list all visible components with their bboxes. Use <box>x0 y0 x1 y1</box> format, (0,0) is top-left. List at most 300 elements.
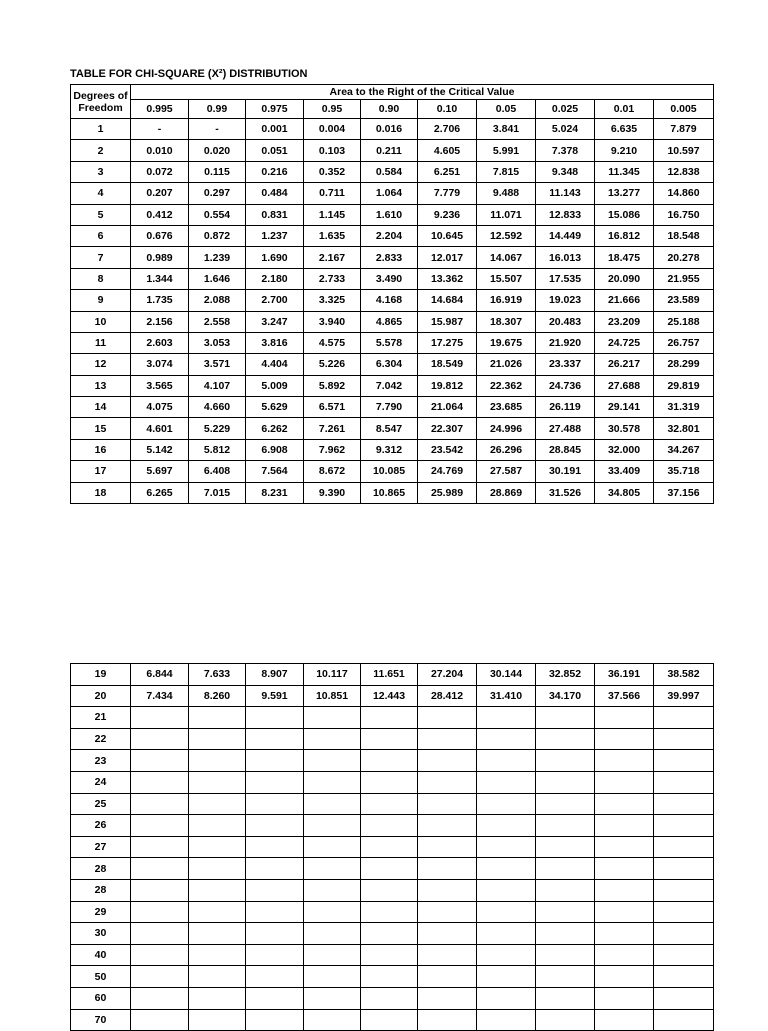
value-cell <box>654 750 714 772</box>
value-cell: 31.526 <box>536 482 595 503</box>
value-cell <box>418 771 477 793</box>
table-title: TABLE FOR CHI-SQUARE (X²) DISTRIBUTION <box>70 68 308 80</box>
value-cell <box>246 836 304 858</box>
value-cell: 27.587 <box>477 461 536 482</box>
value-cell: 16.919 <box>477 290 536 311</box>
value-cell: 7.779 <box>418 183 477 204</box>
value-cell <box>595 987 654 1009</box>
value-cell: 0.216 <box>246 161 304 182</box>
value-cell: 0.554 <box>189 204 246 225</box>
value-cell <box>304 944 361 966</box>
value-cell: 0.352 <box>304 161 361 182</box>
table-row <box>71 923 714 945</box>
value-cell: 7.790 <box>361 397 418 418</box>
value-cell: 10.865 <box>361 482 418 503</box>
value-cell <box>304 987 361 1009</box>
value-cell <box>595 1009 654 1031</box>
df-cell: 27 <box>71 836 131 858</box>
value-cell: 34.805 <box>595 482 654 503</box>
value-cell: 2.700 <box>246 290 304 311</box>
df-cell: 16 <box>71 439 131 460</box>
value-cell <box>418 728 477 750</box>
value-cell: 21.666 <box>595 290 654 311</box>
value-cell: 8.672 <box>304 461 361 482</box>
value-cell <box>595 966 654 988</box>
value-cell: 7.434 <box>131 685 189 707</box>
value-cell: 7.962 <box>304 439 361 460</box>
df-cell: 21 <box>71 707 131 729</box>
value-cell: 14.449 <box>536 225 595 246</box>
value-cell: 17.275 <box>418 332 477 353</box>
value-cell: 5.009 <box>246 375 304 396</box>
value-cell: 12.838 <box>654 161 714 182</box>
value-cell <box>536 966 595 988</box>
value-cell <box>361 793 418 815</box>
value-cell: 5.697 <box>131 461 189 482</box>
value-cell <box>361 728 418 750</box>
value-cell: 9.236 <box>418 204 477 225</box>
value-cell <box>477 944 536 966</box>
value-cell: 5.142 <box>131 439 189 460</box>
value-cell: 14.860 <box>654 183 714 204</box>
value-cell <box>361 923 418 945</box>
value-cell: 31.410 <box>477 685 536 707</box>
value-cell: 6.251 <box>418 161 477 182</box>
value-cell <box>189 901 246 923</box>
value-cell <box>189 944 246 966</box>
value-cell: 10.851 <box>304 685 361 707</box>
value-cell: - <box>189 119 246 140</box>
value-cell: 21.064 <box>418 397 477 418</box>
value-cell <box>189 771 246 793</box>
value-cell: 4.075 <box>131 397 189 418</box>
value-cell: 6.908 <box>246 439 304 460</box>
table-row <box>71 707 714 729</box>
table-row <box>71 728 714 750</box>
value-cell <box>304 966 361 988</box>
value-cell <box>361 966 418 988</box>
value-cell <box>131 750 189 772</box>
value-cell <box>131 923 189 945</box>
value-cell: 1.610 <box>361 204 418 225</box>
value-cell: 4.575 <box>304 332 361 353</box>
value-cell: 0.584 <box>361 161 418 182</box>
value-cell: 0.103 <box>304 140 361 161</box>
value-cell: 2.088 <box>189 290 246 311</box>
value-cell: 6.844 <box>131 664 189 686</box>
value-cell <box>361 987 418 1009</box>
value-cell: 6.571 <box>304 397 361 418</box>
df-cell: 20 <box>71 685 131 707</box>
value-cell <box>418 793 477 815</box>
value-cell <box>304 728 361 750</box>
df-cell: 17 <box>71 461 131 482</box>
df-cell: 18 <box>71 482 131 503</box>
df-cell: 5 <box>71 204 131 225</box>
value-cell <box>418 858 477 880</box>
value-cell <box>477 987 536 1009</box>
value-cell: 20.090 <box>595 268 654 289</box>
value-cell <box>536 1009 595 1031</box>
value-cell: 0.051 <box>246 140 304 161</box>
value-cell <box>131 879 189 901</box>
df-cell: 6 <box>71 225 131 246</box>
chi-square-table-part-1 <box>70 84 714 504</box>
value-cell: 6.304 <box>361 354 418 375</box>
value-cell: 2.733 <box>304 268 361 289</box>
value-cell: 3.074 <box>131 354 189 375</box>
value-cell: 2.180 <box>246 268 304 289</box>
value-cell <box>131 987 189 1009</box>
value-cell <box>131 944 189 966</box>
value-cell <box>189 923 246 945</box>
value-cell <box>654 966 714 988</box>
value-cell <box>131 836 189 858</box>
value-cell <box>131 901 189 923</box>
table-row <box>71 685 714 707</box>
value-cell <box>654 771 714 793</box>
value-cell <box>595 750 654 772</box>
df-cell: 9 <box>71 290 131 311</box>
value-cell: 32.000 <box>595 439 654 460</box>
table-row <box>71 247 714 268</box>
df-cell: 50 <box>71 966 131 988</box>
table-row <box>71 987 714 1009</box>
value-cell: 0.211 <box>361 140 418 161</box>
table-row <box>71 482 714 503</box>
table-row <box>71 901 714 923</box>
df-cell: 28 <box>71 879 131 901</box>
value-cell <box>131 771 189 793</box>
value-cell <box>361 944 418 966</box>
value-cell: 21.026 <box>477 354 536 375</box>
value-cell: 2.706 <box>418 119 477 140</box>
value-cell: 2.156 <box>131 311 189 332</box>
value-cell: 3.325 <box>304 290 361 311</box>
value-cell: 25.188 <box>654 311 714 332</box>
value-cell <box>477 728 536 750</box>
df-cell: 8 <box>71 268 131 289</box>
value-cell <box>536 836 595 858</box>
value-cell <box>536 987 595 1009</box>
value-cell <box>477 966 536 988</box>
value-cell: 1.145 <box>304 204 361 225</box>
value-cell <box>361 879 418 901</box>
value-cell <box>304 750 361 772</box>
value-cell: 27.688 <box>595 375 654 396</box>
value-cell: 37.566 <box>595 685 654 707</box>
level-header: 0.01 <box>595 100 654 119</box>
value-cell <box>189 1009 246 1031</box>
value-cell: 26.757 <box>654 332 714 353</box>
value-cell <box>361 750 418 772</box>
value-cell: 6.408 <box>189 461 246 482</box>
value-cell <box>361 836 418 858</box>
value-cell: 7.633 <box>189 664 246 686</box>
value-cell <box>595 728 654 750</box>
value-cell: 12.443 <box>361 685 418 707</box>
value-cell: 0.412 <box>131 204 189 225</box>
value-cell: 1.239 <box>189 247 246 268</box>
level-header: 0.99 <box>189 100 246 119</box>
value-cell: 2.833 <box>361 247 418 268</box>
value-cell: 0.010 <box>131 140 189 161</box>
value-cell: 0.484 <box>246 183 304 204</box>
value-cell: 4.865 <box>361 311 418 332</box>
value-cell: 24.996 <box>477 418 536 439</box>
value-cell: 11.651 <box>361 664 418 686</box>
value-cell <box>536 771 595 793</box>
value-cell: 28.412 <box>418 685 477 707</box>
value-cell: 15.507 <box>477 268 536 289</box>
value-cell: 4.404 <box>246 354 304 375</box>
value-cell <box>654 793 714 815</box>
value-cell <box>246 1009 304 1031</box>
value-cell: 11.345 <box>595 161 654 182</box>
value-cell <box>477 923 536 945</box>
value-cell: 25.989 <box>418 482 477 503</box>
value-cell: 31.319 <box>654 397 714 418</box>
value-cell: 19.812 <box>418 375 477 396</box>
level-header: 0.975 <box>246 100 304 119</box>
value-cell: 5.629 <box>246 397 304 418</box>
value-cell: 26.296 <box>477 439 536 460</box>
value-cell <box>418 901 477 923</box>
value-cell: 30.578 <box>595 418 654 439</box>
df-cell: 1 <box>71 119 131 140</box>
table-row <box>71 966 714 988</box>
value-cell <box>304 901 361 923</box>
value-cell <box>246 944 304 966</box>
value-cell <box>189 793 246 815</box>
value-cell <box>418 707 477 729</box>
table-row <box>71 771 714 793</box>
value-cell <box>304 793 361 815</box>
value-cell: 9.591 <box>246 685 304 707</box>
table-row <box>71 879 714 901</box>
table-row <box>71 664 714 686</box>
value-cell <box>418 944 477 966</box>
area-right-header: Area to the Right of the Critical Value <box>131 85 714 100</box>
value-cell: 17.535 <box>536 268 595 289</box>
value-cell: 9.348 <box>536 161 595 182</box>
value-cell: 0.989 <box>131 247 189 268</box>
value-cell <box>418 750 477 772</box>
table-row <box>71 375 714 396</box>
value-cell <box>536 815 595 837</box>
df-cell: 70 <box>71 1009 131 1031</box>
value-cell: 14.684 <box>418 290 477 311</box>
value-cell: 14.067 <box>477 247 536 268</box>
value-cell: 24.769 <box>418 461 477 482</box>
df-cell: 23 <box>71 750 131 772</box>
value-cell <box>304 836 361 858</box>
value-cell: 2.204 <box>361 225 418 246</box>
value-cell <box>595 858 654 880</box>
level-header: 0.05 <box>477 100 536 119</box>
value-cell <box>304 923 361 945</box>
df-cell: 60 <box>71 987 131 1009</box>
value-cell: 27.488 <box>536 418 595 439</box>
value-cell <box>418 966 477 988</box>
value-cell: 6.262 <box>246 418 304 439</box>
value-cell <box>189 879 246 901</box>
value-cell: 37.156 <box>654 482 714 503</box>
value-cell <box>246 923 304 945</box>
value-cell: 23.589 <box>654 290 714 311</box>
value-cell: 3.247 <box>246 311 304 332</box>
value-cell <box>246 879 304 901</box>
value-cell <box>131 728 189 750</box>
value-cell: 15.086 <box>595 204 654 225</box>
table-row <box>71 944 714 966</box>
value-cell: 0.872 <box>189 225 246 246</box>
value-cell: 3.565 <box>131 375 189 396</box>
value-cell <box>246 771 304 793</box>
value-cell: 35.718 <box>654 461 714 482</box>
value-cell: 19.023 <box>536 290 595 311</box>
value-cell <box>654 836 714 858</box>
value-cell <box>477 858 536 880</box>
value-cell: 12.017 <box>418 247 477 268</box>
value-cell: 9.312 <box>361 439 418 460</box>
value-cell <box>654 858 714 880</box>
value-cell: 16.812 <box>595 225 654 246</box>
value-cell <box>477 836 536 858</box>
value-cell <box>189 707 246 729</box>
value-cell <box>595 815 654 837</box>
value-cell <box>246 728 304 750</box>
value-cell <box>361 1009 418 1031</box>
level-header: 0.025 <box>536 100 595 119</box>
value-cell: 30.191 <box>536 461 595 482</box>
value-cell: 6.265 <box>131 482 189 503</box>
table-row <box>71 836 714 858</box>
value-cell: 28.869 <box>477 482 536 503</box>
value-cell: 10.597 <box>654 140 714 161</box>
table-row <box>71 461 714 482</box>
value-cell: 28.299 <box>654 354 714 375</box>
value-cell <box>654 1009 714 1031</box>
value-cell <box>246 707 304 729</box>
value-cell: 24.725 <box>595 332 654 353</box>
value-cell: 23.685 <box>477 397 536 418</box>
value-cell: 7.879 <box>654 119 714 140</box>
value-cell: 12.592 <box>477 225 536 246</box>
table-row <box>71 290 714 311</box>
value-cell <box>189 987 246 1009</box>
value-cell: 0.207 <box>131 183 189 204</box>
value-cell <box>189 966 246 988</box>
value-cell: 8.260 <box>189 685 246 707</box>
value-cell <box>131 815 189 837</box>
value-cell: 16.013 <box>536 247 595 268</box>
df-cell: 19 <box>71 664 131 686</box>
table-row <box>71 439 714 460</box>
value-cell <box>189 858 246 880</box>
df-cell: 14 <box>71 397 131 418</box>
value-cell: 32.801 <box>654 418 714 439</box>
value-cell: 24.736 <box>536 375 595 396</box>
value-cell <box>536 858 595 880</box>
value-cell <box>361 901 418 923</box>
value-cell <box>477 815 536 837</box>
value-cell <box>304 879 361 901</box>
value-cell: 2.558 <box>189 311 246 332</box>
value-cell <box>595 901 654 923</box>
table-row <box>71 311 714 332</box>
level-header: 0.90 <box>361 100 418 119</box>
level-header: 0.10 <box>418 100 477 119</box>
value-cell <box>595 707 654 729</box>
value-cell: 34.267 <box>654 439 714 460</box>
value-cell <box>654 901 714 923</box>
value-cell <box>189 815 246 837</box>
value-cell <box>477 901 536 923</box>
value-cell: 0.004 <box>304 119 361 140</box>
value-cell: 23.337 <box>536 354 595 375</box>
df-cell: 2 <box>71 140 131 161</box>
value-cell <box>361 815 418 837</box>
value-cell: 8.547 <box>361 418 418 439</box>
degrees-of-freedom-header: Degrees of Freedom <box>71 85 131 119</box>
value-cell: 3.571 <box>189 354 246 375</box>
value-cell: 4.605 <box>418 140 477 161</box>
table-row <box>71 815 714 837</box>
value-cell: 18.307 <box>477 311 536 332</box>
df-cell: 40 <box>71 944 131 966</box>
value-cell <box>536 707 595 729</box>
value-cell: 4.107 <box>189 375 246 396</box>
value-cell: 28.845 <box>536 439 595 460</box>
value-cell: 18.475 <box>595 247 654 268</box>
value-cell <box>246 966 304 988</box>
value-cell: - <box>131 119 189 140</box>
value-cell: 10.645 <box>418 225 477 246</box>
value-cell: 3.841 <box>477 119 536 140</box>
df-cell: 29 <box>71 901 131 923</box>
value-cell: 5.991 <box>477 140 536 161</box>
value-cell: 38.582 <box>654 664 714 686</box>
value-cell <box>418 1009 477 1031</box>
value-cell <box>418 815 477 837</box>
value-cell: 9.390 <box>304 482 361 503</box>
value-cell: 1.237 <box>246 225 304 246</box>
df-cell: 4 <box>71 183 131 204</box>
value-cell <box>595 836 654 858</box>
value-cell: 1.690 <box>246 247 304 268</box>
value-cell: 0.072 <box>131 161 189 182</box>
value-cell: 10.085 <box>361 461 418 482</box>
value-cell: 1.635 <box>304 225 361 246</box>
value-cell <box>189 728 246 750</box>
value-cell <box>654 923 714 945</box>
level-header: 0.995 <box>131 100 189 119</box>
level-header: 0.95 <box>304 100 361 119</box>
value-cell <box>536 750 595 772</box>
value-cell: 16.750 <box>654 204 714 225</box>
table-row <box>71 418 714 439</box>
value-cell: 2.603 <box>131 332 189 353</box>
value-cell: 11.071 <box>477 204 536 225</box>
value-cell: 13.277 <box>595 183 654 204</box>
value-cell <box>536 793 595 815</box>
value-cell: 13.362 <box>418 268 477 289</box>
value-cell: 2.167 <box>304 247 361 268</box>
value-cell: 7.015 <box>189 482 246 503</box>
value-cell: 32.852 <box>536 664 595 686</box>
value-cell <box>595 879 654 901</box>
